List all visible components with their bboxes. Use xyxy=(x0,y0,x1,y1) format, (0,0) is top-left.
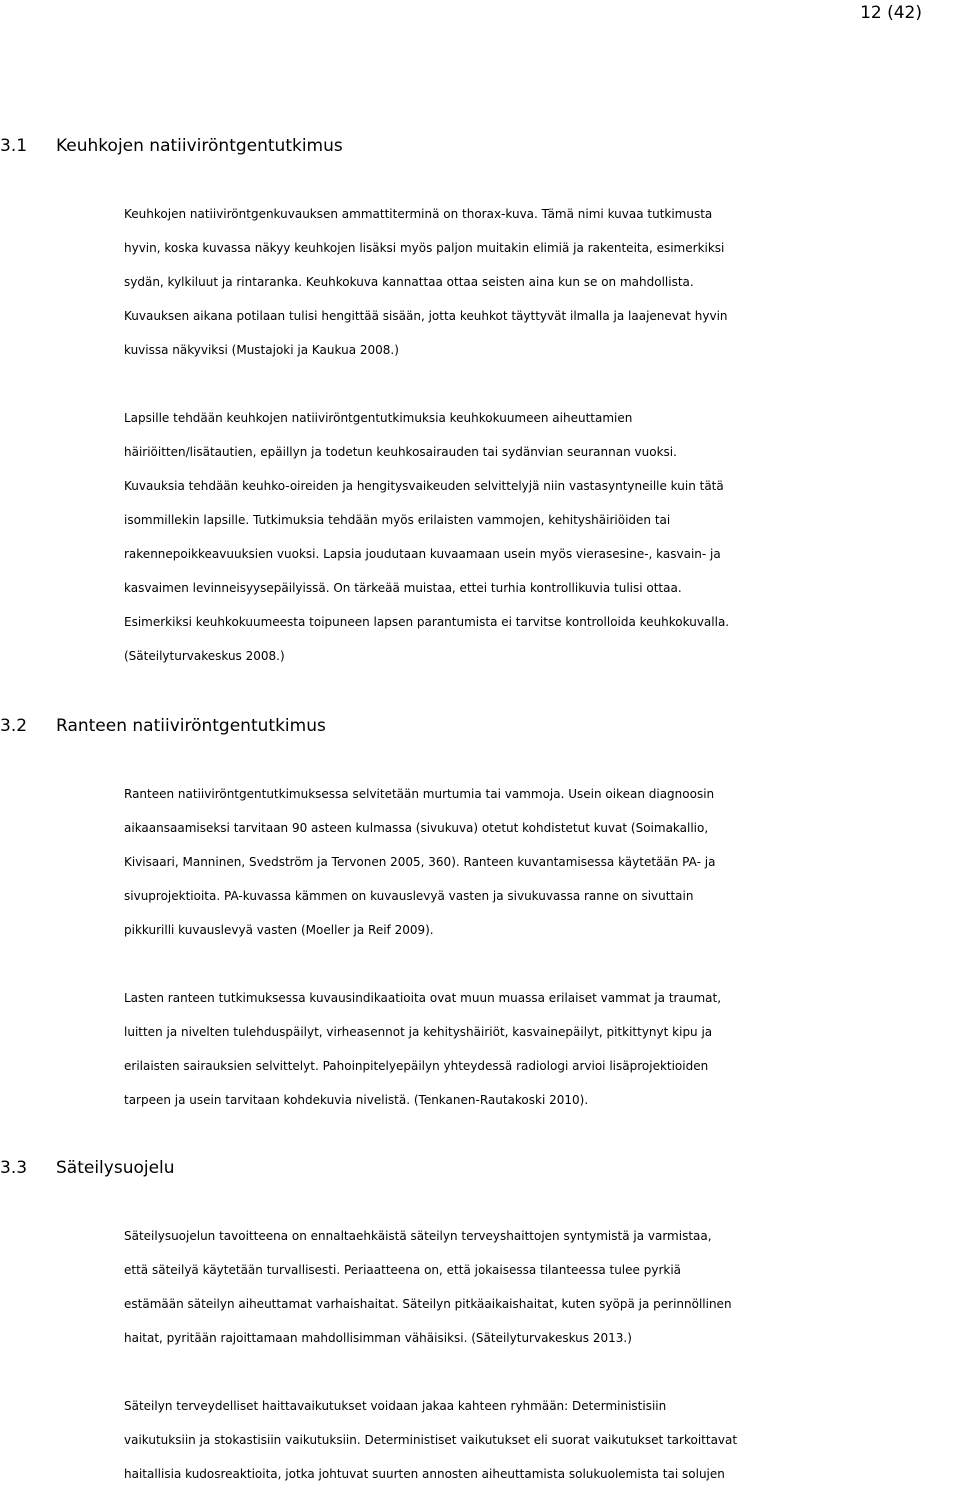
section-heading-3-1 xyxy=(0,135,343,157)
text-line: erilaisten sairauksien selvittelyt. Pahoinpitelyepäilyn yhteydessä radiologi arvioi lisäprojektioiden xyxy=(124,1059,709,1073)
text-line: sivuprojektioita. PA-kuvassa kämmen on kuvauslevyä vasten ja sivukuvassa ranne on sivuttain xyxy=(124,889,694,903)
text-line: tarpeen ja usein tarvitaan kohdekuvia nivelistä. (Tenkanen-Rautakoski 2010). xyxy=(124,1093,589,1107)
paragraph-children-lungs xyxy=(124,401,960,673)
text-line: haitallisia kudosreaktioita, jotka johtuvat suurten annosten aiheuttamista solukuolemista tai solujen xyxy=(124,1467,725,1481)
text-line: Kuvauksia tehdään keuhko-oireiden ja hengitysvaikeuden selvittelyjä niin vastasyntyneille kuin tätä xyxy=(124,479,724,493)
page-number: 12 (42) xyxy=(860,3,922,23)
section-heading-3-3 xyxy=(0,1157,175,1179)
paragraph-thorax xyxy=(124,197,960,367)
text-line: (Säteilyturvakeskus 2008.) xyxy=(124,649,285,663)
section-heading-3-2 xyxy=(0,715,326,737)
text-line: luitten ja nivelten tulehduspäilyt, virheasennot ja kehityshäiriöt, kasvainepäilyt, pitkittynyt kipu ja xyxy=(124,1025,713,1039)
section-number: 3.1 xyxy=(0,136,28,156)
paragraph-radiation-protection xyxy=(124,1219,960,1355)
text-line: Lapsille tehdään keuhkojen natiiviröntgentutkimuksia keuhkokuumeen aiheuttamien xyxy=(124,411,633,425)
text-line: hyvin, koska kuvassa näkyy keuhkojen lisäksi myös paljon muitakin elimiä ja rakenteita, esimerkiksi xyxy=(124,241,725,255)
text-line: Säteilyn terveydelliset haittavaikutukset voidaan jakaa kahteen ryhmään: Deterministisiin xyxy=(124,1399,667,1413)
text-line: rakennepoikkeavuuksien vuoksi. Lapsia joudutaan kuvaamaan usein myös vierasesine-, kasvain- ja xyxy=(124,547,721,561)
text-line: isommillekin lapsille. Tutkimuksia tehdään myös erilaisten vammojen, kehityshäiriöiden tai xyxy=(124,513,671,527)
text-line: että säteilyä käytetään turvallisesti. Periaatteena on, että jokaisessa tilanteessa tulee pyrkiä xyxy=(124,1263,682,1277)
section-number: 3.3 xyxy=(0,1158,28,1178)
text-line: Ranteen natiiviröntgentutkimuksessa selvitetään murtumia tai vammoja. Usein oikean diagnoosin xyxy=(124,787,715,801)
text-line: häiriöitten/lisätautien, epäillyn ja todetun keuhkosairauden tai sydänvian seurannan vuoksi. xyxy=(124,445,677,459)
text-line: Esimerkiksi keuhkokuumeesta toipuneen lapsen parantumista ei tarvitse kontrolloida keuhkokuvalla. xyxy=(124,615,730,629)
text-line: sydän, kylkiluut ja rintaranka. Keuhkokuva kannattaa ottaa seisten aina kun se on mahdollista. xyxy=(124,275,694,289)
text-line: kuvissa näkyviksi (Mustajoki ja Kaukua 2008.) xyxy=(124,343,399,357)
paragraph-children-wrist xyxy=(124,981,960,1117)
section-title: Säteilysuojelu xyxy=(56,1158,175,1178)
text-line: estämään säteilyn aiheuttamat varhaishaitat. Säteilyn pitkäaikaishaitat, kuten syöpä ja perinnöllinen xyxy=(124,1297,732,1311)
section-title: Keuhkojen natiiviröntgentutkimus xyxy=(56,136,343,156)
text-line: vaikutuksiin ja stokastisiin vaikutuksiin. Deterministiset vaikutukset eli suorat vaikutukset tarkoittavat xyxy=(124,1433,738,1447)
text-line: Kivisaari, Manninen, Svedström ja Tervonen 2005, 360). Ranteen kuvantamisessa käytetään PA- ja xyxy=(124,855,716,869)
text-line: Keuhkojen natiiviröntgenkuvauksen ammattiterminä on thorax-kuva. Tämä nimi kuvaa tutkimusta xyxy=(124,207,713,221)
text-line: pikkurilli kuvauslevyä vasten (Moeller ja Reif 2009). xyxy=(124,923,434,937)
text-line: haitat, pyritään rajoittamaan mahdollisimman vähäisiksi. (Säteilyturvakeskus 2013.) xyxy=(124,1331,632,1345)
text-line: kasvaimen levinneisyysepäilyissä. On tärkeää muistaa, ettei turhia kontrollikuvia tulisi ottaa. xyxy=(124,581,682,595)
text-line: Lasten ranteen tutkimuksessa kuvausindikaatioita ovat muun muassa erilaiset vammat ja traumat, xyxy=(124,991,722,1005)
text-line: Säteilysuojelun tavoitteena on ennaltaehkäistä säteilyn terveyshaittojen syntymistä ja varmistaa, xyxy=(124,1229,712,1243)
section-title: Ranteen natiiviröntgentutkimus xyxy=(56,716,326,736)
text-line: Kuvauksen aikana potilaan tulisi hengittää sisään, jotta keuhkot täyttyvät ilmalla ja laajenevat hyvin xyxy=(124,309,728,323)
paragraph-radiation-effects xyxy=(124,1389,960,1491)
text-line: aikaansaamiseksi tarvitaan 90 asteen kulmassa (sivukuva) otetut kohdistetut kuvat (Soimakallio, xyxy=(124,821,709,835)
section-number: 3.2 xyxy=(0,716,28,736)
paragraph-wrist xyxy=(124,777,960,947)
